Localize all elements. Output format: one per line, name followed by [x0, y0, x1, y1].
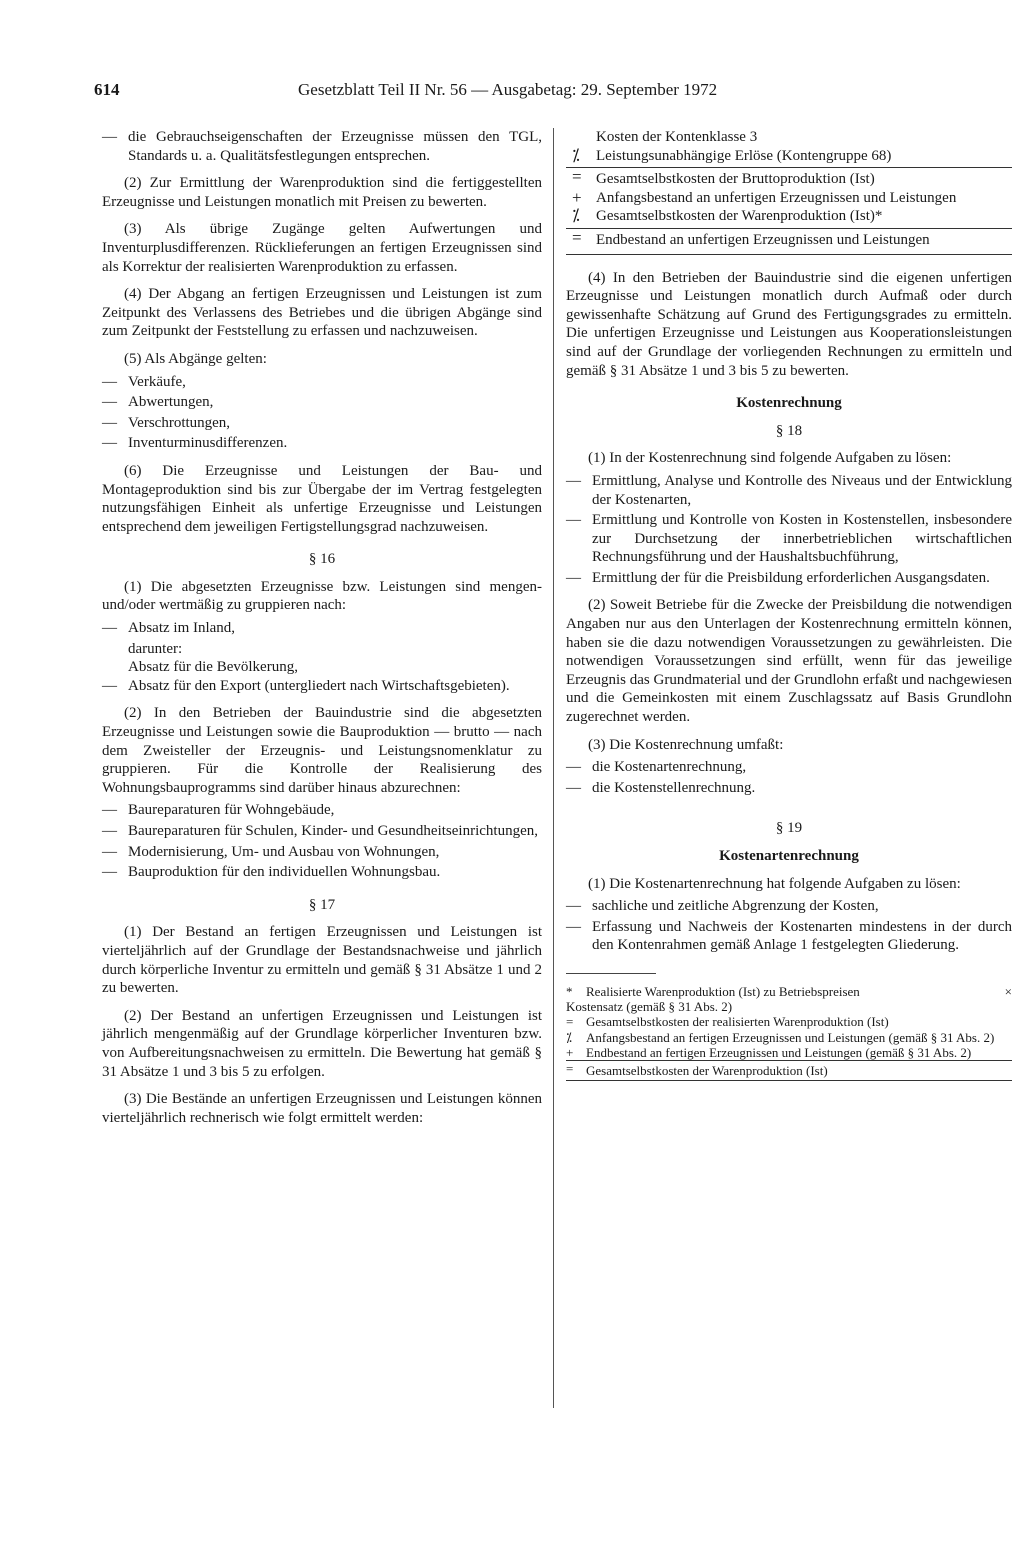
footnote-line: = Gesamtselbstkosten der realisierten Warenproduktion (Ist)	[566, 1014, 889, 1030]
footnote-separator	[566, 973, 656, 974]
list-item: — Verkäufe,	[102, 373, 186, 390]
list-item: — sachliche und zeitliche Abgrenzung der Kosten,	[566, 898, 879, 915]
paragraph: (4) In den Betrieben der Bauindustrie sind die eigenen unfertigen Erzeugnisse und Leistungen monatlich durch Aufmaß oder durch gewissenhafte Schätzung auf Grund des Fertigungsgrades zu ermitteln. Die unfertigen Erzeugnisse und Leistungen aus Kooperationsleistungen sind auf der Grundlage der vorliegenden Rechnungen zu ermitteln und gemäß § 31 Absätze 1 und 3 bis 5 zu bewerten.	[566, 269, 1012, 379]
list-item: — Absatz für den Export (untergliedert nach Wirtschaftsgebieten).	[102, 677, 510, 694]
footnote-line: * Realisierte Warenproduktion (Ist) zu Betriebspreisen ×	[566, 983, 1012, 999]
paragraph: (1) Die abgesetzten Erzeugnisse bzw. Leistungen sind mengen- und/oder wertmäßig zu gruppieren nach:	[102, 578, 542, 614]
column-divider	[553, 128, 554, 1408]
list-item: — Inventurminusdifferenzen.	[102, 435, 288, 452]
list-item: — Abwertungen,	[102, 394, 214, 411]
absatz-list	[102, 619, 542, 695]
abgaenge-list	[102, 373, 542, 453]
bau-list	[102, 801, 542, 881]
paragraph: (3) Die Kostenrechnung umfaßt:	[588, 736, 784, 753]
footnote-line: + Endbestand an fertigen Erzeugnissen und Leistungen (gemäß § 31 Abs. 2)	[566, 1044, 972, 1060]
kostenarten-list	[566, 897, 1012, 955]
list-item: — Bauproduktion für den individuellen Wohnungsbau.	[102, 864, 441, 881]
calculation-scheme	[566, 128, 1012, 255]
list-item: — Verschrottungen,	[102, 414, 231, 431]
list-item: — Ermittlung der für die Preisbildung erforderlichen Ausgangsdaten.	[566, 569, 990, 586]
paragraph: (2) Soweit Betriebe für die Zwecke der Preisbildung die notwendigen Angaben nur aus den Unterlagen der Kostenrechnung ermitteln können, haben sie die dazu notwendigen Voraussetzungen zu gewährleisten. Die notwendigen Voraussetzungen sind erfüllt, wenn für das jeweilige Erzeugnis das Grundmaterial und der Grundlohn erfaßt und nachgewiesen und die Gemeinkosten mit einem Zuschlagssatz auf Basis Grundlohn zugerechnet werden.	[566, 597, 1012, 726]
list-item: — Modernisierung, Um- und Ausbau von Wohnungen,	[102, 843, 440, 860]
section-heading: § 19	[775, 820, 803, 837]
list-subitem: Absatz für die Bevölkerung,	[128, 659, 298, 676]
footnote-line: = Gesamtselbstkosten der Warenproduktion (Ist)	[566, 1060, 1012, 1081]
paragraph: (1) Die Kostenartenrechnung hat folgende Aufgaben zu lösen:	[588, 875, 961, 892]
list-item: — Ermittlung, Analyse und Kontrolle des Niveaus und der Entwicklung der Kostenarten,	[566, 472, 1012, 508]
umfasst-list	[566, 758, 1012, 797]
calc-line: ⁒ Leistungsunabhängige Erlöse (Kontengruppe 68)	[572, 145, 892, 165]
paragraph: (2) In den Betrieben der Bauindustrie sind die abgesetzten Erzeugnisse und Leistungen sowie die Bauproduktion — brutto — nach dem Zweisteller der Erzeugnis- und Leistungsnomenklatur zu gruppieren. Für die Kontrolle der Realisierung des Wohnungsbauprogramms sind darüber hinaus abzurechnen:	[102, 705, 542, 796]
paragraph: (2) Zur Ermittlung der Warenproduktion sind die fertiggestellten Erzeugnisse und Leistungen monatlich mit Preisen zu bewerten.	[102, 175, 542, 210]
list-item: — Baureparaturen für Schulen, Kinder- und Gesundheitseinrichtungen,	[102, 823, 538, 839]
calc-line: = Endbestand an unfertigen Erzeugnissen und Leistungen	[566, 228, 1012, 255]
page-title: Gesetzblatt Teil II Nr. 56 — Ausgabetag: 29. September 1972	[298, 80, 718, 99]
paragraph: (1) In der Kostenrechnung sind folgende Aufgaben zu lösen:	[588, 450, 952, 467]
list-item: — die Kostenstellenrechnung.	[566, 779, 756, 796]
list-item: — die Gebrauchseigenschaften der Erzeugnisse müssen den TGL, Standards u. a. Qualitätsfestlegungen entsprechen.	[102, 129, 542, 164]
paragraph: (5) Als Abgänge gelten:	[124, 350, 267, 367]
paragraph: (6) Die Erzeugnisse und Leistungen der Bau- und Montageproduktion sind bis zur Übergabe der im Vertrag festgelegten nutzungsfähigen Einheit als unfertige Erzeugnisse und Leistungen entsprechend dem jeweiligen Fertigstellungsgrad nachzuweisen.	[102, 462, 542, 535]
section-heading: § 18	[775, 422, 803, 439]
page-number: 614	[94, 80, 120, 99]
list-item: — Absatz im Inland,	[102, 620, 236, 637]
list-item: — die Kostenartenrechnung,	[566, 759, 747, 776]
footnote-line: ⁒ Anfangsbestand an fertigen Erzeugnissen und Leistungen (gemäß § 31 Abs. 2)	[566, 1029, 995, 1045]
section-title: Kostenrechnung	[736, 395, 842, 412]
list-item: — Baureparaturen für Wohngebäude,	[102, 802, 335, 819]
footnote-line: Kostensatz (gemäß § 31 Abs. 2)	[566, 999, 733, 1015]
calc-line: ⁒ Gesamtselbstkosten der Warenproduktion (Ist)*	[572, 206, 883, 226]
list-subitem: darunter:	[128, 640, 183, 657]
paragraph: (2) Der Bestand an unfertigen Erzeugnissen und Leistungen ist jährlich mengenmäßig auf der Grundlage körperlicher Inventuren bzw. von Aufbereitungsnachweisen zu ermitteln. Die Bewertung hat gemäß § 31 Absätze 1 und 3 bis 5 zu erfolgen.	[102, 1007, 542, 1080]
footnote	[566, 984, 1012, 1081]
calc-line: = Gesamtselbstkosten der Bruttoproduktion (Ist)	[566, 167, 1012, 189]
paragraph: (4) Der Abgang an fertigen Erzeugnissen und Leistungen ist zum Zeitpunkt des Verlassens des Betriebes und die übrigen Abgänge sind zum Zeitpunkt der Feststellung zu erfassen und nachzuweisen.	[102, 286, 542, 340]
paragraph: (3) Als übrige Zugänge gelten Aufwertungen und Inventurplusdifferenzen. Rücklieferungen an fertigen Erzeugnissen sind als Korrektur der realisierten Warenproduktion zu erfassen.	[102, 221, 542, 275]
right-column	[566, 128, 1012, 1081]
left-column	[102, 128, 542, 1136]
section-heading: § 16	[308, 551, 336, 568]
section-heading: § 17	[308, 896, 336, 913]
paragraph: (1) Der Bestand an fertigen Erzeugnissen und Leistungen ist vierteljährlich auf der Grundlage der Bestandsnachweise und jährlich durch körperliche Inventur zu ermitteln und gemäß § 31 Absätze 1 und 2 zu bewerten.	[102, 924, 542, 997]
list-item: — Erfassung und Nachweis der Kostenarten mindestens in der durch den Kontenrahmen gemäß Anlage 1 festgelegten Gliederung.	[566, 918, 1012, 954]
calc-line: + Anfangsbestand an unfertigen Erzeugnissen und Leistungen	[572, 187, 957, 207]
section-title: Kostenartenrechnung	[719, 848, 859, 864]
paragraph: (3) Die Bestände an unfertigen Erzeugnissen und Leistungen können vierteljährlich rechnerisch wie folgt ermittelt werden:	[102, 1091, 542, 1126]
kosten-list	[566, 472, 1012, 588]
list-item: — Ermittlung und Kontrolle von Kosten in Kostenstellen, insbesondere zur Durchsetzung der innerbetrieblichen wirtschaftlichen Rechnungsführung und der Haushaltsbuchführung,	[566, 512, 1012, 566]
calc-line: Kosten der Kontenklasse 3	[596, 129, 758, 145]
